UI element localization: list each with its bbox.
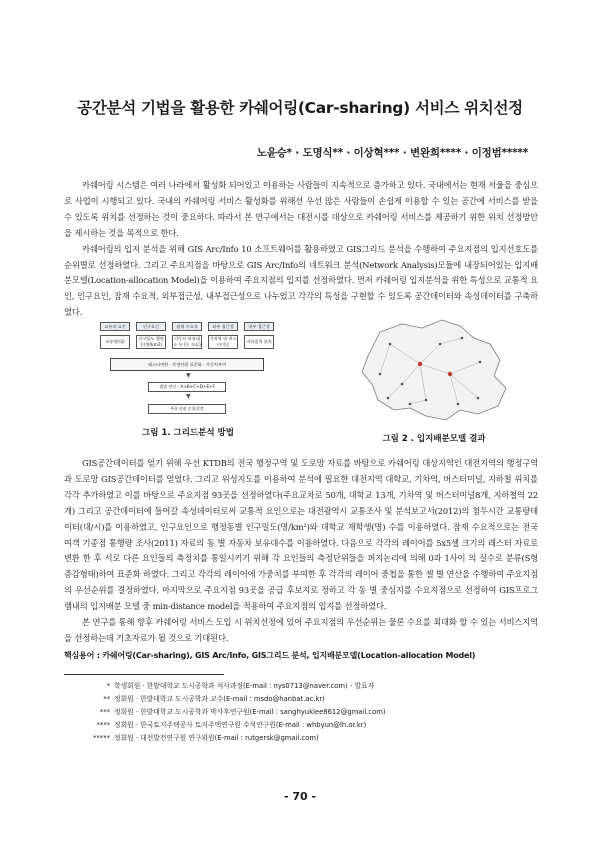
- abstract-bottom: [64, 456, 538, 647]
- flow-sub-box: 기차역 및 버스터미널: [209, 336, 237, 347]
- footnote-text: 정회원 · 한밭대학교 도시공학과 교수(E-mail : msdo@hanbat.ac.kr): [114, 695, 325, 703]
- paragraph: 본 연구를 통해 향후 카쉐어링 서비스 도입 시 위치선정에 있어 주요지점의 우선순위는 물론 수요를 최대화 할 수 있는 서비스지역을 선정하는데 기초자료가 될 것으로 기대된다.: [64, 617, 538, 643]
- flow-sub-box: 인구밀도 행정동(명/km2): [136, 335, 166, 349]
- flow-step-overlay: 셀별 연산 : A+B+C+D+E+F: [148, 382, 226, 392]
- flow-sub-box: 교통량(대): [100, 335, 130, 349]
- page-number: - 70 -: [283, 790, 317, 803]
- footnote: [66, 706, 386, 719]
- flow-step-ranking: 주요지점 순위결정: [148, 404, 226, 414]
- footnote-text: 정회원 · 한국토지주택공사 토지주택연구원 수석연구원(E-mail : whbyun@lh.or.kr): [114, 721, 367, 729]
- paragraph: 카쉐어링 시스템은 여러 나라에서 활성화 되어있고 이용하는 사람들이 지속적으로 증가하고 있다. 국내에서는 현재 서울을 중심으로 사업이 시행되고 있다. 국내의 카쉐어링 서비스 활성화를 위해선 우선 많은 사람들이 손쉽게 이용할 수 있는 공간에 서비스를 받을 수 있도록 위치를 선정하는 것이 중요하다. 따라서 본 연구에서는 대전시를 대상으로 카쉐어링 서비스를 제공하기 위한 위치 선정방안을 제시하는 것을 목적으로 한다.: [64, 180, 538, 238]
- footnote-mark: *: [106, 682, 110, 690]
- footnote-mark: *****: [93, 734, 110, 742]
- footnote-text: 정회원 · 한밭대학교 도시공학과 박사후연구원(E-mail : sanghyuklee8612@gmail.com): [114, 708, 386, 716]
- author-list: 노윤승* · 도명식** · 이상혁*** · 변완희**** · 이정범*****: [256, 147, 528, 159]
- flow-head-box: 잠재 수요적: [172, 322, 202, 331]
- figure-2-caption: 그림 2 . 입지배분모델 결과: [382, 434, 486, 444]
- footnote-text: 정회원 · 대전발전연구원 연구위원(E-mail : rutgersk@gmail.com): [114, 734, 319, 742]
- footnote-divider: [64, 674, 224, 675]
- arrow-down-icon: ▼: [186, 393, 191, 400]
- footnote: [66, 680, 386, 693]
- flow-head-box: 외부 접근성: [208, 322, 238, 331]
- footnote-mark: ****: [96, 721, 110, 729]
- footnote-mark: **: [103, 695, 110, 703]
- keywords: 핵심용어 : 카쉐어링(Car-sharing), GIS Arc/Info, GIS그리드 분석, 입지배분모델(Location-allocation Model): [64, 651, 476, 660]
- footnotes: [66, 680, 386, 745]
- figure-1-caption: 그림 1. 그리드분석 방법: [142, 428, 234, 438]
- flow-step-raster: 래스터변환 · 측정단위 표준화 · 가중치부여: [110, 358, 264, 371]
- flow-head-box: 인구요인: [136, 322, 166, 331]
- paper-title: 공간분석 기법을 활용한 카쉐어링(Car-sharing) 서비스 위치선정: [77, 99, 523, 117]
- footnote-text: 학생회원 · 한밭대학교 도시공학과 석사과정(E-mail : nys0713@naver.com) - 발표자: [114, 682, 375, 690]
- footnote: [66, 732, 386, 745]
- figure-1-flowchart: [98, 322, 278, 422]
- flow-head-box: 교통적 요인: [100, 322, 130, 331]
- footnote: [66, 693, 386, 706]
- paragraph: 카쉐어링의 입지 분석을 위해 GIS Arc/Info 10 소프트웨어를 활용하였고 GIS그리드 분석을 수행하여 주요지점의 입지선호도를 순위별로 선정하였다. 그리고 주요지점을 바탕으로 GIS Arc/Info의 네트워크 분석(Network Analysis)모듈에 내장되어있는 입지배분모델(Location-allocation Model)을 이용하여 주요지점의 입지를 선정하였다. 먼저 카쉐어링 입지분석을 위한 특성으로 교통적 요인, 인구요인, 잠재 수요적, 외부접근성, 내부접근성으로 나누었고 각각의 특성을 구현할 수 있도록 공간데이터와 속성데이터를 구축하였다.: [64, 243, 538, 318]
- paragraph: GIS공간데이터를 얻기 위해 우선 KTDB의 전국 행정구역 및 도로망 자료를 바탕으로 카쉐어링 대상지역인 대전지역의 행정구역과 도로망 GIS공간데이터를 얻었다. 그리고 위성지도를 이용하여 분석에 필요한 대전지역 대학교, 기차역, 버스터미널, 지하철 위치를 각각 추가하였고 이를 바탕으로 주요지점 93곳을 선정하였다(주요교차로 50개, 대학교 13개, 기차역 및 버스터미널8개, 지하철역 22개) 그리고 공간데이터에 들어갈 속성데이터로써 교통적 요인으로는 대전광역시 교통조사 및 분석보고서(2012)의 첨두시간 교통량데이터(대/시)를 이용하였고, 인구요인으로 행정동별 인구밀도(명/km²)와 대학교 재학생(명) 수를 이용하였다. 잠재 수요적으로는 전국 여객 기종점 통행량 조사(2011) 자료의 동 별 자동차 보유대수를 이용하였다. 다음으로 각각의 레이어를 5x5셀 크기의 래스터 자료로 변환 한 후 서로 다른 요인들의 측정치를 통일시키기 위해 각 요인들의 측정단위들을 퍼지논리에 의해 0과 1사이 의 실수로 분류(S형 증감형태)하여 표준화 하였다. 그리고 각각의 레이어에 가중치를 부여한 후 각각의 레이어 중첩을 통한 셀 별 연산을 수행하여 주요지점의 우선순위를 결정하였다. 마지막으로 주요지점 93곳을 공급 후보지로 정하고 각 동 별 중심지를 수요지점으로 선정하여 GIS프로그램내의 입지배분 모델 중 min-distance model을 적용하여 주요지점의 입지를 선정하였다.: [64, 458, 538, 612]
- footnote: [66, 719, 386, 732]
- footnote-mark: ***: [99, 708, 110, 716]
- flow-sub-box: 지하철역 위치: [244, 335, 274, 349]
- flow-head-box: 내부 접근성: [244, 322, 274, 331]
- abstract-top: [64, 178, 538, 321]
- figure-2-map: [350, 314, 518, 426]
- arrow-down-icon: ▼: [186, 372, 191, 379]
- flow-sub-box: 자동차 보유대수 등 (동 자료): [173, 336, 201, 347]
